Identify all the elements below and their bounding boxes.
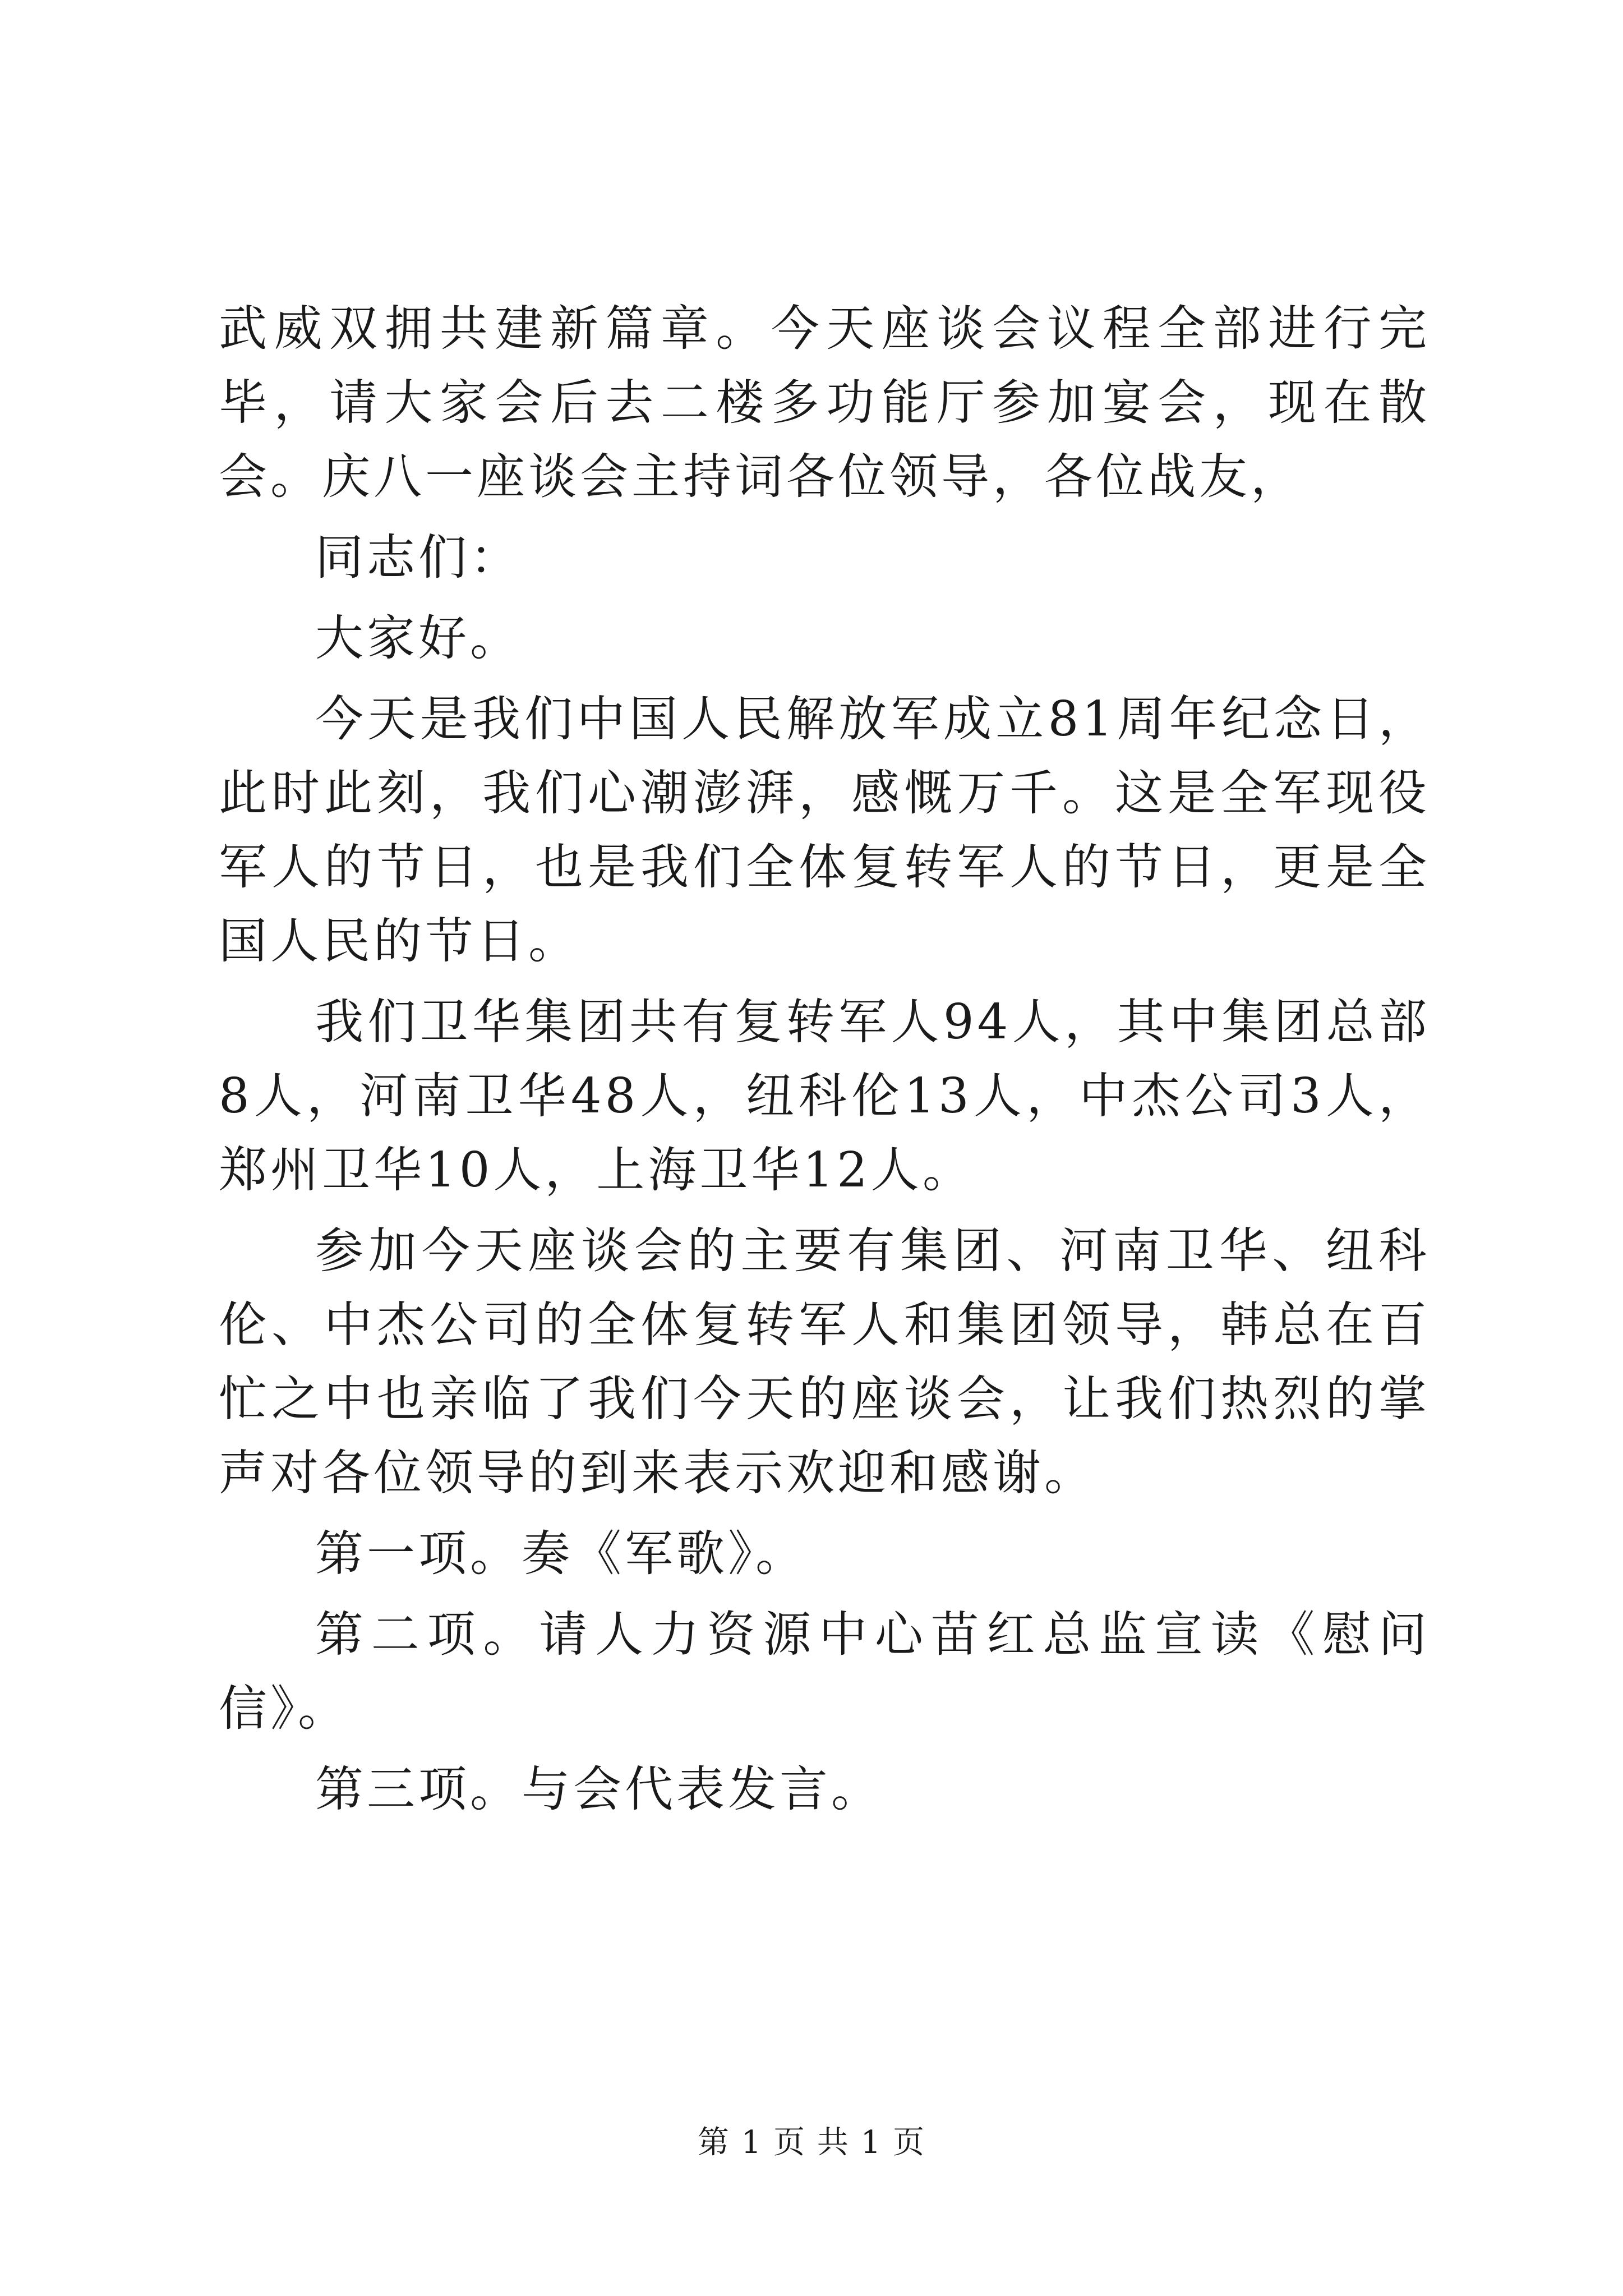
paragraph-item-one: 第一项。奏《军歌》。 — [315, 1526, 807, 1582]
paragraph-attendees: 参加今天座谈会的主要有集团、河南卫华、纽科伦、中杰公司的全体复转军人和集团领导，韩总在百忙之中也亲临了我们今天的座谈会，让我们热烈的掌声对各位领导的到来表示欢迎和感谢。 — [219, 1223, 1430, 1501]
page-number-label: 第 1 页 共 1 页 — [697, 2124, 926, 2161]
paragraph-hello: 大家好。 — [315, 610, 522, 666]
paragraph-item-two: 第二项。请人力资源中心苗红总监宣读《慰问信》。 — [219, 1607, 1430, 1737]
paragraph-greeting-comrades: 同志们： — [315, 530, 522, 586]
document-body — [219, 292, 1430, 1826]
paragraph-closing-and-opening: 武威双拥共建新篇章。今天座谈会议程全部进行完毕，请大家会后去二楼多功能厅参加宴会，现在散会。庆八一座谈会主持词各位领导，各位战友， — [219, 301, 1430, 505]
paragraph-anniversary: 今天是我们中国人民解放军成立81周年纪念日，此时此刻，我们心潮澎湃，感慨万千。这是全军现役军人的节日，也是我们全体复转军人的节日，更是全国人民的节日。 — [219, 691, 1430, 969]
paragraph-item-three: 第三项。与会代表发言。 — [315, 1761, 883, 1818]
page-footer — [0, 2120, 1623, 2165]
paragraph-veteran-counts: 我们卫华集团共有复转军人94人，其中集团总部8人，河南卫华48人，纽科伦13人，中杰公司3人，郑州卫华10人，上海卫华12人。 — [219, 994, 1430, 1198]
